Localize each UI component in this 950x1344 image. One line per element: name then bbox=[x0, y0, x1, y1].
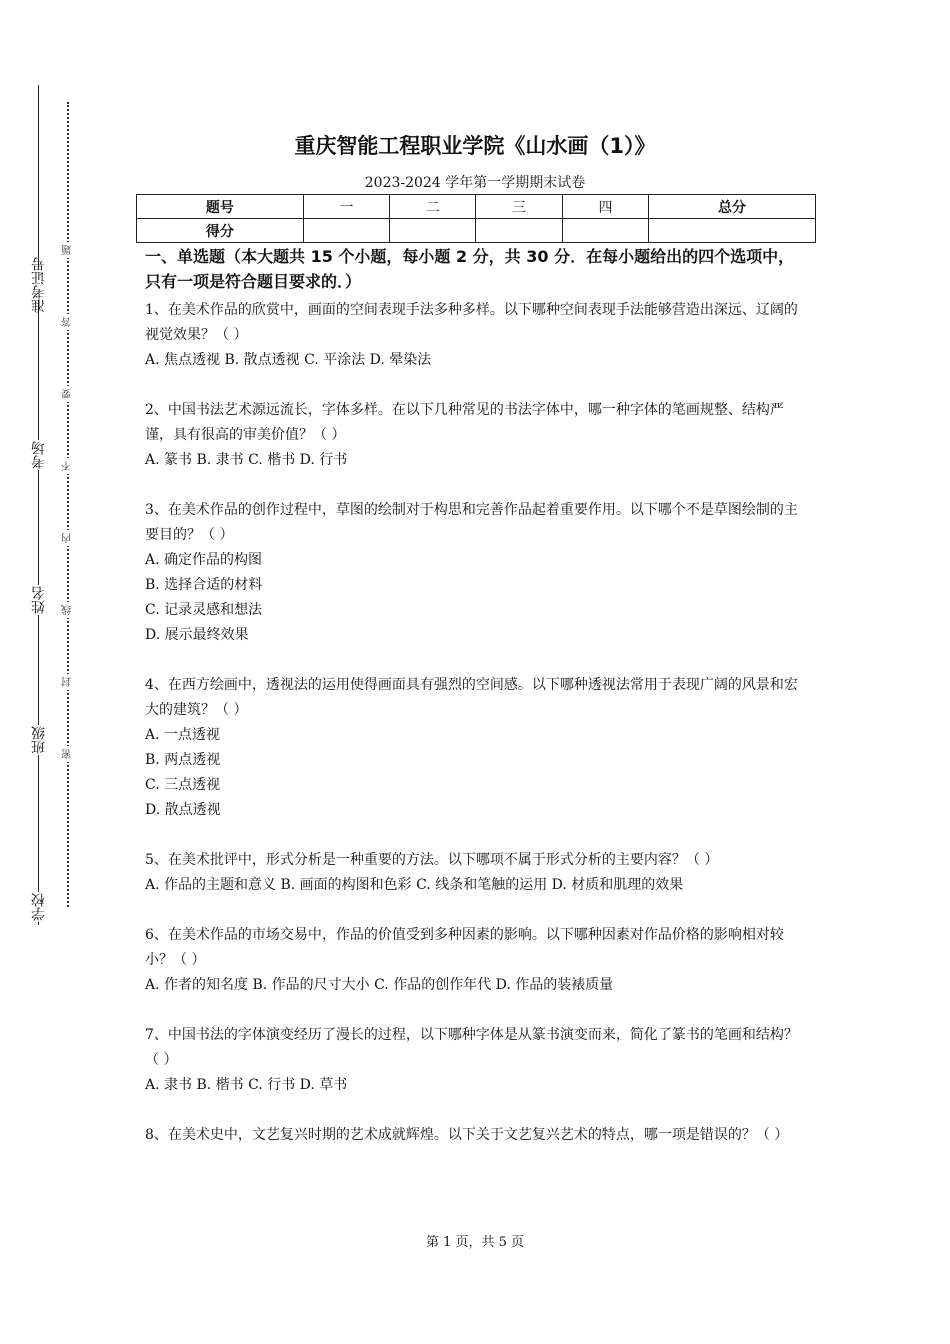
question-1 bbox=[145, 298, 809, 373]
seal-char: 答 bbox=[60, 314, 76, 330]
seal-char: 内 bbox=[60, 530, 76, 546]
seal-char: 题 bbox=[60, 242, 76, 258]
option-c: C. 记录灵感和想法 bbox=[145, 602, 263, 618]
score-header-cell: 四 bbox=[562, 195, 648, 219]
exam-room-label: 考场 bbox=[24, 440, 54, 470]
score-cell bbox=[562, 219, 648, 243]
score-row-label: 得分 bbox=[137, 219, 304, 243]
question-6 bbox=[145, 923, 809, 998]
seal-char: 线 bbox=[60, 602, 76, 618]
score-cell bbox=[303, 219, 389, 243]
question-8 bbox=[145, 1123, 809, 1148]
score-header-cell: 总分 bbox=[649, 195, 816, 219]
question-options: A. 作品的主题和意义 B. 画面的构图和色彩 C. 线条和笔触的运用 D. 材质和肌理的效果 bbox=[145, 877, 684, 893]
option-b: B. 选择合适的材料 bbox=[145, 577, 263, 593]
score-cell bbox=[649, 219, 816, 243]
exam-subtitle: 2023-2024 学年第一学期期末试卷 bbox=[364, 175, 586, 191]
exam-id-label: 准考证号 bbox=[24, 270, 54, 300]
option-d: D. 展示最终效果 bbox=[145, 627, 249, 643]
school-label: 学校 bbox=[24, 892, 54, 922]
question-7 bbox=[145, 1023, 809, 1098]
question-options: A. 隶书 B. 楷书 C. 行书 D. 草书 bbox=[145, 1077, 348, 1093]
score-header-cell: 一 bbox=[303, 195, 389, 219]
seal-char: 不 bbox=[60, 458, 76, 474]
seal-char: 密 bbox=[60, 746, 76, 762]
score-cell bbox=[476, 219, 562, 243]
score-header-cell: 题号 bbox=[137, 195, 304, 219]
question-2 bbox=[145, 398, 809, 473]
option-c: C. 三点透视 bbox=[145, 777, 221, 793]
question-stem: 1、在美术作品的欣赏中，画面的空间表现手法多种多样。以下哪种空间表现手法能够营造出深远、辽阔的视觉效果？（ ） bbox=[145, 302, 798, 343]
binding-line bbox=[38, 85, 39, 925]
seal-char: 要 bbox=[60, 386, 76, 402]
question-4 bbox=[145, 673, 809, 823]
option-d: D. 散点透视 bbox=[145, 802, 221, 818]
section-heading: 一、单选题（本大题共 15 个小题，每小题 2 分，共 30 分．在每小题给出的四个选项中，只有一项是符合题目要求的．） bbox=[145, 247, 795, 291]
page-footer: 第 1 页，共 5 页 bbox=[425, 1235, 525, 1250]
score-header-cell: 二 bbox=[390, 195, 476, 219]
score-table bbox=[136, 194, 816, 243]
option-b: B. 两点透视 bbox=[145, 752, 221, 768]
seal-dotted-line bbox=[67, 102, 69, 907]
page-title: 重庆智能工程职业学院《山水画（1）》 bbox=[294, 134, 656, 158]
option-a: A. 一点透视 bbox=[145, 727, 221, 743]
option-a: A. 确定作品的构图 bbox=[145, 552, 263, 568]
name-label: 姓名 bbox=[24, 585, 54, 615]
score-table-score-row bbox=[137, 219, 816, 243]
question-stem: 8、在美术史中，文艺复兴时期的艺术成就辉煌。以下关于文艺复兴艺术的特点，哪一项是错误的？（ ） bbox=[145, 1127, 789, 1143]
question-stem: 3、在美术作品的创作过程中，草图的绘制对于构思和完善作品起着重要作用。以下哪个不是草图绘制的主要目的？（ ） bbox=[145, 502, 798, 543]
class-label: 班级 bbox=[24, 725, 54, 755]
question-5 bbox=[145, 848, 809, 898]
question-stem: 7、中国书法的字体演变经历了漫长的过程，以下哪种字体是从篆书演变而来，简化了篆书的笔画和结构？（ ） bbox=[145, 1027, 798, 1068]
question-options: A. 篆书 B. 隶书 C. 楷书 D. 行书 bbox=[145, 452, 348, 468]
question-stem: 2、中国书法艺术源远流长，字体多样。在以下几种常见的书法字体中，哪一种字体的笔画规整、结构严谨，具有很高的审美价值？（ ） bbox=[145, 402, 784, 443]
question-3 bbox=[145, 498, 809, 648]
question-stem: 5、在美术批评中，形式分析是一种重要的方法。以下哪项不属于形式分析的主要内容？（ ） bbox=[145, 852, 719, 868]
question-content bbox=[145, 244, 809, 1173]
question-options: A. 作者的知名度 B. 作品的尺寸大小 C. 作品的创作年代 D. 作品的装裱质量 bbox=[145, 977, 614, 993]
score-cell bbox=[390, 219, 476, 243]
score-header-cell: 三 bbox=[476, 195, 562, 219]
question-stem: 6、在美术作品的市场交易中，作品的价值受到多种因素的影响。以下哪种因素对作品价格的影响相对较小？（ ） bbox=[145, 927, 784, 968]
score-table-header-row bbox=[137, 195, 816, 219]
seal-char: 封 bbox=[60, 674, 76, 690]
question-options: A. 焦点透视 B. 散点透视 C. 平涂法 D. 晕染法 bbox=[145, 352, 432, 368]
question-stem: 4、在西方绘画中，透视法的运用使得画面具有强烈的空间感。以下哪种透视法常用于表现广阔的风景和宏大的建筑？（ ） bbox=[145, 677, 798, 718]
